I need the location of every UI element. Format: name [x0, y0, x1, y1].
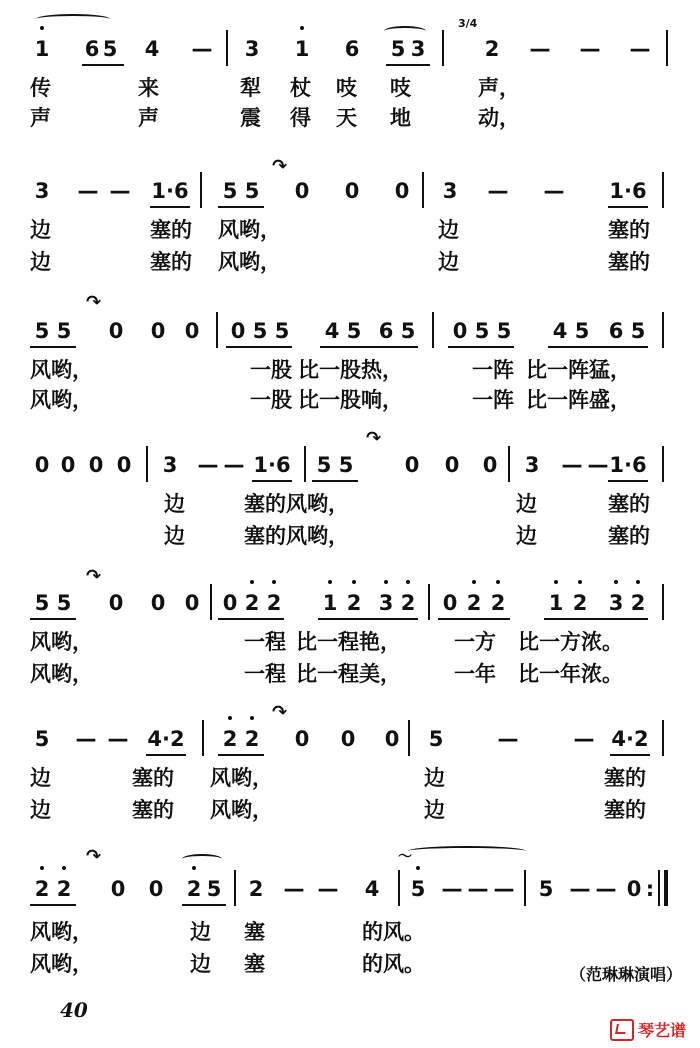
- lyric-line-2: [0, 796, 700, 824]
- breath-mark: ↷: [272, 702, 288, 723]
- beam: [182, 904, 226, 906]
- note: 6: [608, 319, 624, 343]
- note: —: [487, 179, 509, 203]
- note: 6: [344, 37, 360, 61]
- lyric: 声，: [478, 75, 520, 100]
- note: 2: [240, 586, 264, 620]
- note: 0: [88, 453, 104, 477]
- barline: [304, 446, 306, 482]
- lyric: 边: [30, 217, 51, 242]
- note: 5: [474, 319, 490, 343]
- barline: [508, 446, 510, 482]
- note: 1·6: [151, 179, 189, 203]
- lyric: 塞的: [604, 797, 646, 822]
- beam: [218, 206, 264, 208]
- beam: [218, 754, 264, 756]
- note: 5: [316, 453, 332, 477]
- lyric: 风哟，: [30, 951, 93, 976]
- lyric: 一方: [454, 629, 496, 654]
- note: 5: [390, 37, 406, 61]
- lyric-line-1: [0, 764, 700, 792]
- repeat-sign-icon: :: [645, 877, 655, 901]
- lyric: 一年: [454, 661, 496, 686]
- note: —: [109, 179, 131, 203]
- notation-row: [0, 722, 700, 756]
- note: 0: [394, 179, 410, 203]
- barline: [432, 312, 434, 348]
- lyric: 风哟，: [30, 629, 93, 654]
- breath-mark: ↷: [86, 846, 102, 867]
- lyric-line-1: [0, 74, 700, 102]
- lyric: 塞的风哟，: [244, 491, 349, 516]
- beam: [320, 346, 418, 348]
- lyric: 塞的: [132, 797, 174, 822]
- barline: [662, 446, 664, 482]
- lyric: 震: [240, 105, 261, 130]
- lyric-line-1: [0, 918, 700, 946]
- notation-row: [0, 17, 700, 66]
- lyric-line-2: [0, 522, 700, 550]
- barline: [524, 870, 526, 906]
- beam: [30, 904, 76, 906]
- watermark-text: 琴艺谱: [637, 1021, 686, 1040]
- barline: [202, 720, 204, 756]
- note: 3: [244, 37, 260, 61]
- barline: [442, 30, 444, 66]
- note: 5: [34, 727, 50, 751]
- note: 3: [374, 586, 398, 620]
- lyric: 声: [30, 105, 51, 130]
- barline: [658, 870, 660, 906]
- note: 5: [496, 319, 512, 343]
- lyric: 犁: [240, 75, 261, 100]
- note: —: [561, 453, 583, 477]
- lyric: 边: [516, 523, 537, 548]
- note: 0: [34, 453, 50, 477]
- lyric-line-1: [0, 216, 700, 244]
- note: 0: [442, 591, 458, 615]
- note: 2: [218, 722, 242, 756]
- barline: [666, 30, 668, 66]
- lyric-line-2: [0, 660, 700, 688]
- lyric-line-2: [0, 386, 700, 414]
- beam: [448, 346, 514, 348]
- lyric: 边: [438, 217, 459, 242]
- note: 5: [538, 877, 554, 901]
- lyric: 的风。: [362, 951, 425, 976]
- note: 4: [364, 877, 380, 901]
- beam: [608, 480, 648, 482]
- lyric-line-1: [0, 490, 700, 518]
- lyric: 比一股热，: [298, 357, 403, 382]
- barline: [398, 870, 400, 906]
- barline: [662, 172, 664, 208]
- lyric: 边: [164, 523, 185, 548]
- tie: [408, 846, 526, 856]
- note: —: [529, 37, 551, 61]
- final-barline: [664, 870, 668, 906]
- note: 1·6: [609, 179, 647, 203]
- note: 2: [342, 586, 366, 620]
- note: 5: [56, 591, 72, 615]
- note: 2: [182, 872, 206, 906]
- note: 5: [274, 319, 290, 343]
- note: 0: [184, 319, 200, 343]
- breath-mark: ↷: [86, 292, 102, 313]
- lyric: 风哟，: [210, 797, 273, 822]
- note: —: [587, 453, 609, 477]
- note: 0: [110, 877, 126, 901]
- note: 5: [630, 319, 646, 343]
- lyric: 的风。: [362, 919, 425, 944]
- note: 6: [378, 319, 394, 343]
- lyric: 杖: [290, 75, 311, 100]
- lyric: 得: [290, 105, 311, 130]
- note: 0: [294, 179, 310, 203]
- barline: [146, 446, 148, 482]
- lyric: 比一阵猛，: [526, 357, 631, 382]
- lyric: 比一方浓。: [518, 629, 623, 654]
- note: 1·6: [253, 453, 291, 477]
- lyric: 塞的风哟，: [244, 523, 349, 548]
- note: 5: [346, 319, 362, 343]
- note: 5: [34, 591, 50, 615]
- notation-row: [0, 872, 700, 906]
- lyric-line-1: [0, 628, 700, 656]
- lyric: 边: [424, 765, 445, 790]
- beam: [226, 346, 292, 348]
- lyric: 一程: [244, 629, 286, 654]
- note: —: [595, 877, 617, 901]
- barline: [662, 584, 664, 620]
- barline: [200, 172, 202, 208]
- lyric: 塞的: [608, 523, 650, 548]
- tie: [36, 14, 110, 24]
- beam: [30, 346, 76, 348]
- lyric: 传: [30, 75, 51, 100]
- barline: [422, 172, 424, 208]
- note: 2: [568, 586, 592, 620]
- note: 6: [84, 37, 100, 61]
- beam: [548, 346, 648, 348]
- breath-mark: ↷: [366, 428, 382, 449]
- performer-credit: （范琳琳演唱）: [569, 965, 682, 984]
- note: 0: [404, 453, 420, 477]
- lyric-line-1: [0, 356, 700, 384]
- lyric-line-2: [0, 248, 700, 276]
- barline: [428, 584, 430, 620]
- lyric: 天: [336, 105, 357, 130]
- note: 1: [30, 32, 54, 66]
- lyric: 边: [438, 249, 459, 274]
- watermark-logo-icon: [610, 1019, 634, 1041]
- lyric: 一股: [250, 387, 292, 412]
- note: 3: [162, 453, 178, 477]
- lyric: 风哟，: [218, 217, 281, 242]
- note: 5: [428, 727, 444, 751]
- beam: [312, 480, 358, 482]
- beam: [386, 64, 430, 66]
- barline: [226, 30, 228, 66]
- note: 0: [222, 591, 238, 615]
- note: 2: [30, 872, 54, 906]
- lyric: 动，: [478, 105, 520, 130]
- note: —: [467, 877, 489, 901]
- page-number: 40: [60, 998, 88, 1022]
- note: 5: [400, 319, 416, 343]
- note: —: [75, 727, 97, 751]
- note: —: [543, 179, 565, 203]
- notation-row: [0, 586, 700, 620]
- note: 0: [108, 591, 124, 615]
- notation-row: [0, 174, 700, 208]
- lyric: 塞的: [150, 249, 192, 274]
- note: 0: [482, 453, 498, 477]
- note: 2: [396, 586, 420, 620]
- lyric: 塞的: [132, 765, 174, 790]
- note: 3: [442, 179, 458, 203]
- note: 2: [262, 586, 286, 620]
- lyric: 边: [164, 491, 185, 516]
- note: —: [629, 37, 651, 61]
- beam: [82, 64, 124, 66]
- lyric: 一程: [244, 661, 286, 686]
- lyric: 来: [138, 75, 159, 100]
- time-signature: 3/4: [458, 17, 478, 30]
- note: 5: [102, 37, 118, 61]
- barline: [662, 312, 664, 348]
- lyric: 边: [30, 249, 51, 274]
- barline: [408, 720, 410, 756]
- breath-mark: ↷: [272, 156, 288, 177]
- note: 0: [230, 319, 246, 343]
- note: 0: [150, 591, 166, 615]
- beam: [318, 618, 418, 620]
- lyric: 一阵: [472, 387, 514, 412]
- note: 3: [34, 179, 50, 203]
- lyric: 塞的: [150, 217, 192, 242]
- note: 5: [338, 453, 354, 477]
- lyric: 一阵: [472, 357, 514, 382]
- note: 0: [116, 453, 132, 477]
- note: 4·2: [147, 727, 185, 751]
- lyric: 塞: [244, 919, 265, 944]
- lyric: 风哟，: [30, 357, 93, 382]
- note: —: [197, 453, 219, 477]
- lyric: 地: [390, 105, 411, 130]
- note: 0: [148, 877, 164, 901]
- note: 0: [108, 319, 124, 343]
- barline: [210, 584, 212, 620]
- note: 0: [452, 319, 468, 343]
- beam: [438, 618, 510, 620]
- note: 3: [524, 453, 540, 477]
- beam: [608, 206, 648, 208]
- lyric: 比一阵盛，: [526, 387, 631, 412]
- lyric: 边: [190, 951, 211, 976]
- note: —: [493, 877, 515, 901]
- note: 5: [252, 319, 268, 343]
- note: —: [283, 877, 305, 901]
- barline: [234, 870, 236, 906]
- note: —: [317, 877, 339, 901]
- lyric: 比一年浓。: [518, 661, 623, 686]
- lyric: 塞的: [608, 217, 650, 242]
- site-watermark: [610, 1018, 686, 1041]
- note: 2: [486, 586, 510, 620]
- note: 2: [626, 586, 650, 620]
- note: 0: [344, 179, 360, 203]
- beam: [150, 206, 190, 208]
- note: 5: [406, 872, 430, 906]
- note: 2: [248, 877, 264, 901]
- note: 5: [574, 319, 590, 343]
- lyric: 风哟，: [218, 249, 281, 274]
- note: 5: [244, 179, 260, 203]
- lyric: 比一股响，: [298, 387, 403, 412]
- note: 4: [324, 319, 340, 343]
- note: 2: [240, 722, 264, 756]
- beam: [252, 480, 292, 482]
- note: 0: [444, 453, 460, 477]
- lyric: 一股: [250, 357, 292, 382]
- note: —: [441, 877, 463, 901]
- note: —: [223, 453, 245, 477]
- note: 0: [384, 727, 400, 751]
- lyric: 塞的: [608, 491, 650, 516]
- lyric-line-2: [0, 104, 700, 132]
- note: 4: [144, 37, 160, 61]
- lyric: 比一程艳，: [296, 629, 401, 654]
- note: 2: [52, 872, 76, 906]
- lyric: 风哟，: [210, 765, 273, 790]
- note: 3: [410, 37, 426, 61]
- tie: [182, 854, 222, 864]
- lyric: 边: [30, 797, 51, 822]
- lyric: 边: [30, 765, 51, 790]
- note: 1: [290, 32, 314, 66]
- note: 0: [294, 727, 310, 751]
- note: —: [107, 727, 129, 751]
- note: 2: [484, 37, 500, 61]
- note: 5: [34, 319, 50, 343]
- note: 0: [60, 453, 76, 477]
- lyric: 风哟，: [30, 661, 93, 686]
- note: 3: [604, 586, 628, 620]
- lyric: 边: [516, 491, 537, 516]
- note: —: [497, 727, 519, 751]
- note: —: [579, 37, 601, 61]
- barline: [216, 312, 218, 348]
- lyric: 边: [424, 797, 445, 822]
- barline: [662, 720, 664, 756]
- beam: [146, 754, 186, 756]
- lyric: 声: [138, 105, 159, 130]
- lyric: 边: [190, 919, 211, 944]
- beam: [544, 618, 648, 620]
- note: 0: [340, 727, 356, 751]
- note: 5: [222, 179, 238, 203]
- note: —: [191, 37, 213, 61]
- note: 0: [150, 319, 166, 343]
- beam: [218, 618, 284, 620]
- lyric: 吱: [336, 75, 357, 100]
- note: 5: [56, 319, 72, 343]
- note: 1: [544, 586, 568, 620]
- notation-row: [0, 314, 700, 348]
- breath-mark: ↷: [86, 566, 102, 587]
- lyric: 风哟，: [30, 387, 93, 412]
- note: —: [77, 179, 99, 203]
- lyric: 风哟，: [30, 919, 93, 944]
- notation-row: [0, 448, 700, 482]
- note: 4·2: [611, 727, 649, 751]
- note: 4: [552, 319, 568, 343]
- beam: [30, 618, 76, 620]
- beam: [610, 754, 650, 756]
- lyric: 塞的: [604, 765, 646, 790]
- note: 1: [318, 586, 342, 620]
- note: 2: [462, 586, 486, 620]
- note: 0: [184, 591, 200, 615]
- note: 5: [206, 877, 222, 901]
- lyric: 比一程美，: [296, 661, 401, 686]
- note: —: [569, 877, 591, 901]
- lyric: 塞的: [608, 249, 650, 274]
- lyric: 吱: [390, 75, 411, 100]
- note: 0: [626, 877, 642, 901]
- note: 1·6: [609, 453, 647, 477]
- note: —: [573, 727, 595, 751]
- lyric: 塞: [244, 951, 265, 976]
- fermata-icon: ～: [398, 849, 412, 865]
